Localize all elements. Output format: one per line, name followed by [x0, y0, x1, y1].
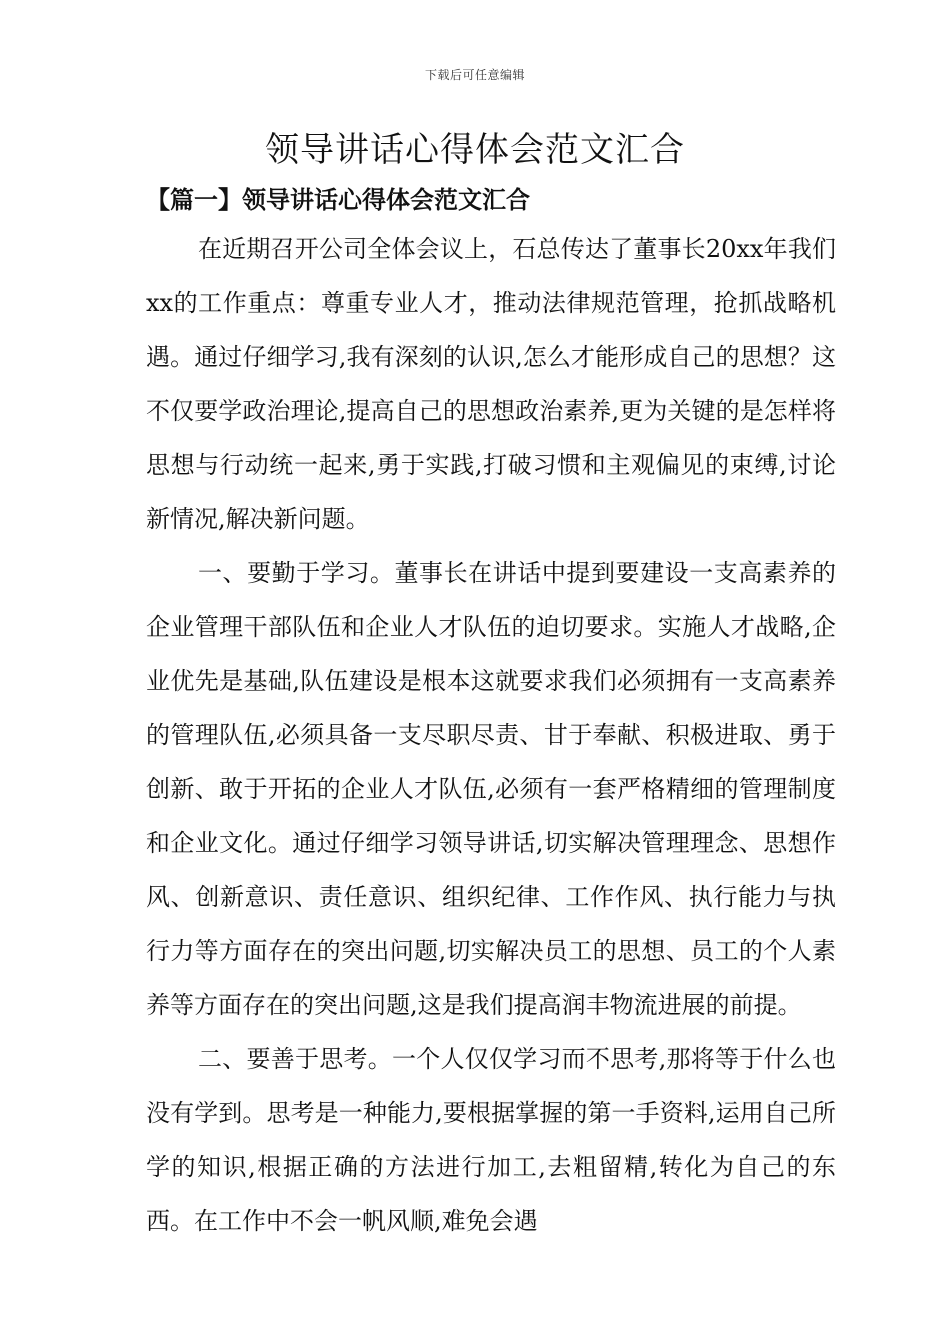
- header-note: 下载后可任意编辑: [424, 68, 525, 82]
- document-title: 领导讲话心得体会范文汇合: [265, 130, 685, 170]
- paragraph-intro: 在近期召开公司全体会议上，石总传达了董事长20xx年我们xx的工作重点：尊重专业人才，推动法律规范管理，抢抓战略机遇。通过仔细学习,我有深刻的认识,怎么才能形成自己的思想？这不仅要学政治理论,提高自己的思想政治素养,更为关键的是怎样将思想与行动统一起来,勇于实践,打破习惯和主观偏见的束缚,讨论新情况,解决新问题。: [146, 235, 836, 533]
- section-heading: 【篇一】领导讲话心得体会范文汇合: [146, 185, 530, 214]
- document-body: [146, 222, 836, 1248]
- paragraph-study: 一、要勤于学习。董事长在讲话中提到要建设一支高素养的企业管理干部队伍和企业人才队伍的迫切要求。实施人才战略,企业优先是基础,队伍建设是根本这就要求我们必须拥有一支高素养的管理队伍,必须具备一支尽职尽责、甘于奉献、积极进取、勇于创新、敢于开拓的企业人才队伍,必须有一套严格精细的管理制度和企业文化。通过仔细学习领导讲话,切实解决管理理念、思想作风、创新意识、责任意识、组织纪律、工作作风、执行能力与执行力等方面存在的突出问题,切实解决员工的思想、员工的个人素养等方面存在的突出问题,这是我们提高润丰物流进展的前提。: [146, 559, 836, 1019]
- paragraph-think: 二、要善于思考。一个人仅仅学习而不思考,那将等于什么也没有学到。思考是一种能力,要根据掌握的第一手资料,运用自己所学的知识,根据正确的方法进行加工,去粗留精,转化为自己的东西。在工作中不会一帆风顺,难免会遇: [146, 1045, 836, 1235]
